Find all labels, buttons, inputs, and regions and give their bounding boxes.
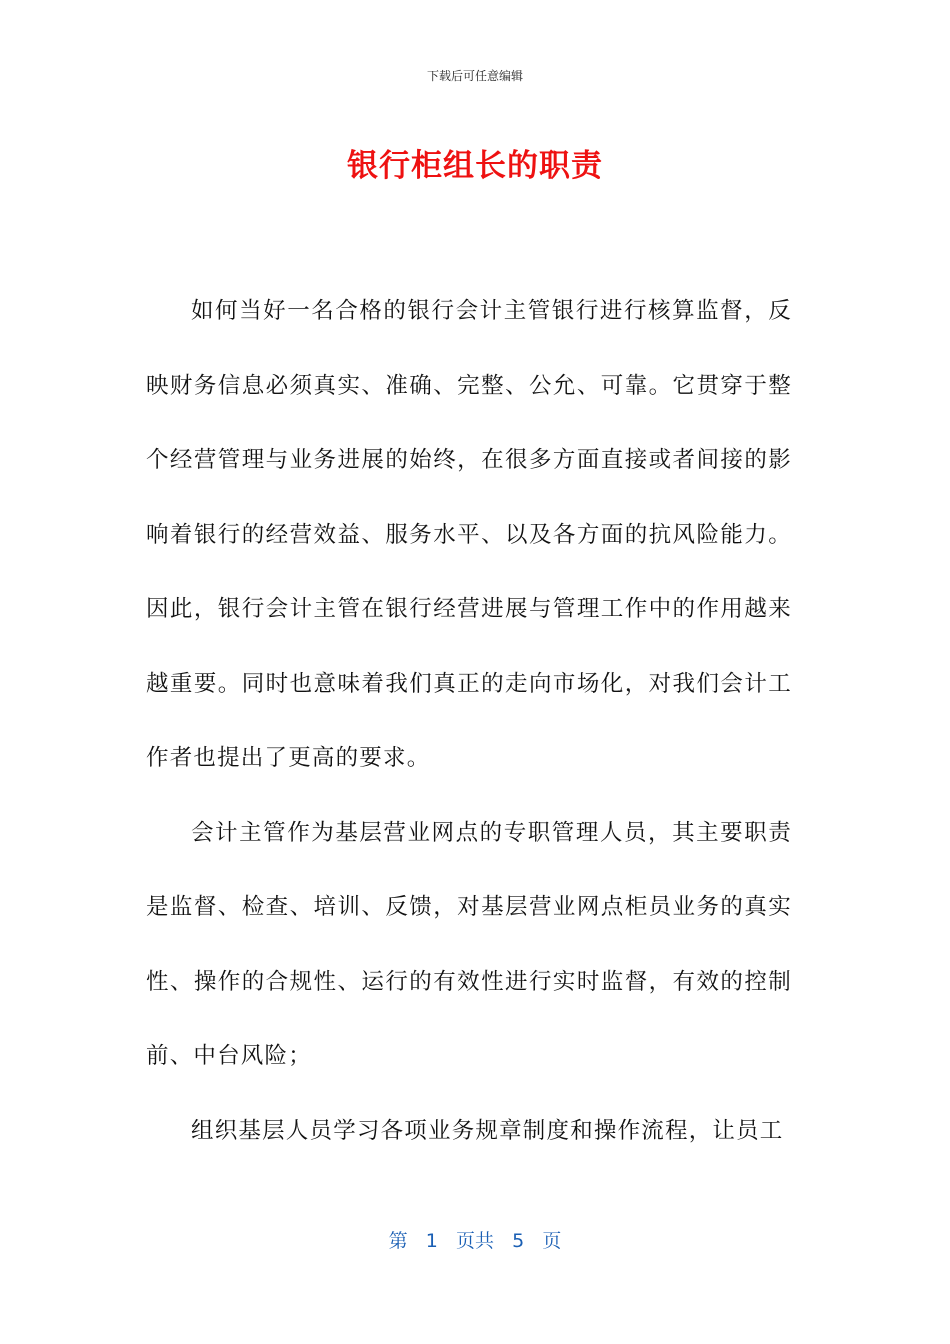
header-note: 下载后可任意编辑 — [426, 69, 523, 83]
paragraph-1: 如何当好一名合格的银行会计主管银行进行核算监督，反映财务信息必须真实、准确、完整、公允、可靠。它贯穿于整个经营管理与业务进展的始终，在很多方面直接或者间接的影响着银行的经营效益、服务水平、以及各方面的抗风险能力。因此，银行会计主管在银行经营进展与管理工作中的作用越来越重要。同时也意味着我们真正的走向市场化，对我们会计工作者也提出了更高的要求。 — [146, 298, 792, 771]
document-title: 银行柜组长的职责 — [347, 148, 603, 184]
footer-page-suffix: 页 — [542, 1230, 562, 1252]
page-footer — [0, 1226, 950, 1253]
document-body — [146, 274, 792, 1168]
paragraph-2: 会计主管作为基层营业网点的专职管理人员，其主要职责是监督、检查、培训、反馈，对基层营业网点柜员业务的真实性、操作的合规性、运行的有效性进行实时监督，有效的控制前、中台风险； — [146, 819, 792, 1069]
footer-total-pages: 5 — [512, 1230, 525, 1252]
footer-page-prefix: 第 — [388, 1230, 408, 1252]
paragraph-3: 组织基层人员学习各项业务规章制度和操作流程，让员工 — [191, 1117, 784, 1144]
footer-page-middle: 页共 — [455, 1230, 494, 1252]
footer-current-page: 1 — [425, 1230, 438, 1252]
